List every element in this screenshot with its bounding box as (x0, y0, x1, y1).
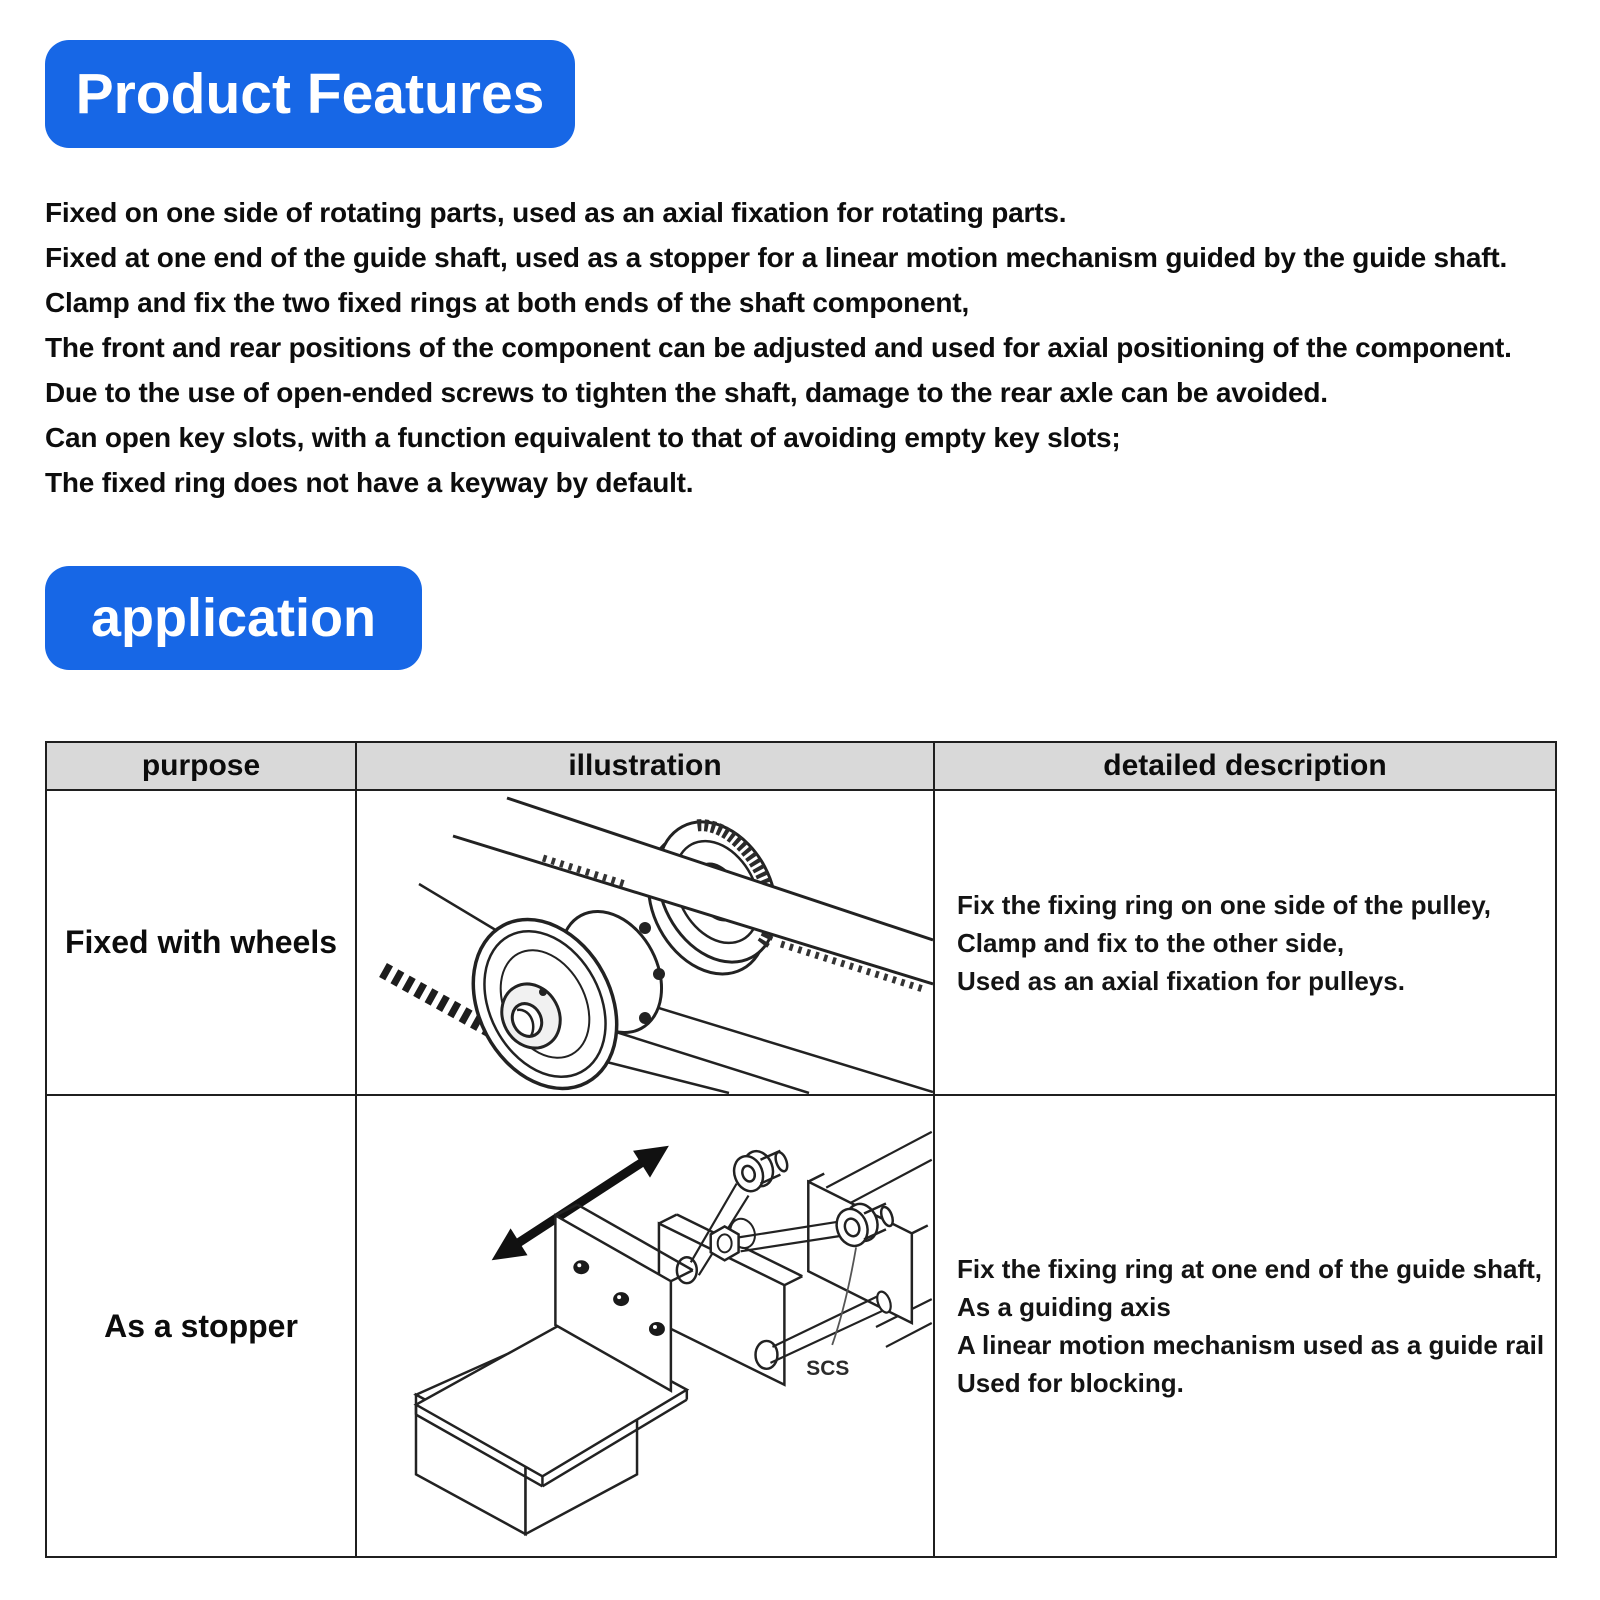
description-line: Fix the fixing ring on one side of the pulley, (957, 889, 1491, 920)
product-features-title: Product Features (75, 62, 545, 126)
description-cell (934, 790, 1556, 1095)
stopper-illustration (357, 1096, 933, 1556)
description-line: As a guiding axis (957, 1292, 1171, 1322)
feature-line: Can open key slots, with a function equivalent to that of avoiding empty key slots; (45, 422, 1121, 453)
header-detailed-description: detailed description (934, 742, 1556, 790)
table-row (46, 790, 1556, 1095)
purpose-fixed-with-wheels: Fixed with wheels (46, 790, 356, 1095)
description-line: A linear motion mechanism used as a guide rail (957, 1330, 1545, 1360)
description-line: Used as an axial fixation for pulleys. (957, 965, 1405, 996)
header-purpose: purpose (46, 742, 356, 790)
description-line: Used for blocking. (957, 1368, 1184, 1398)
features-paragraph (45, 190, 1555, 505)
table-row (46, 1095, 1556, 1557)
feature-line: Due to the use of open-ended screws to tighten the shaft, damage to the rear axle can be avoided. (45, 377, 1328, 408)
feature-line: Clamp and fix the two fixed rings at both ends of the shaft component, (45, 287, 970, 318)
feature-line: Fixed at one end of the guide shaft, used as a stopper for a linear motion mechanism guided by the guide shaft. (45, 242, 1508, 273)
feature-line: The fixed ring does not have a keyway by default. (45, 467, 694, 498)
application-title: application (90, 588, 377, 648)
fixing-ring-top (729, 1147, 789, 1195)
header-illustration: illustration (356, 742, 934, 790)
section-badge-product-features (45, 40, 575, 148)
feature-line: Fixed on one side of rotating parts, used as an axial fixation for rotating parts. (45, 197, 1067, 228)
section-badge-application (45, 566, 422, 670)
description-cell (934, 1095, 1556, 1557)
illustration-cell (356, 1095, 934, 1557)
table-header-row (46, 742, 1556, 790)
description-line: Clamp and fix to the other side, (957, 927, 1345, 958)
description-line: Fix the fixing ring at one end of the guide shaft, (957, 1254, 1543, 1284)
pulley-fixing-illustration (357, 791, 933, 1094)
illustration-cell (356, 790, 934, 1095)
feature-line: The front and rear positions of the component can be adjusted and used for axial positioning of the component. (45, 332, 1512, 363)
application-table (45, 741, 1557, 1558)
scs-label: SCS (806, 1356, 850, 1380)
purpose-as-a-stopper: As a stopper (46, 1095, 356, 1557)
